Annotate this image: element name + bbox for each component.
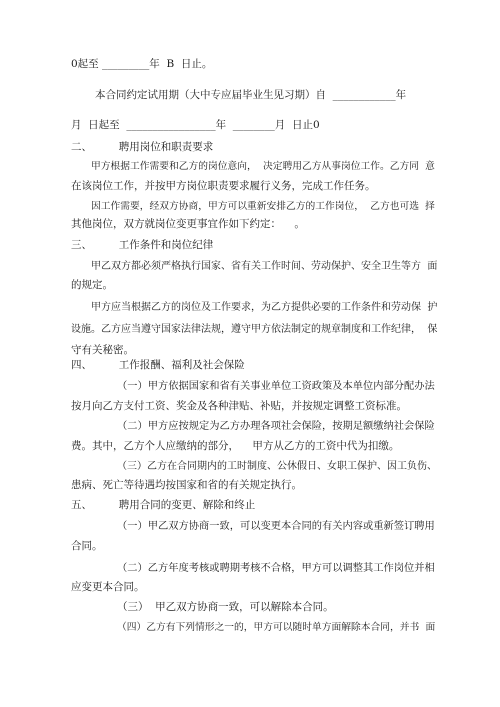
section-heading: 五、 聘用合同的变更、解除和终止 [71,499,256,511]
text-line: 按月向乙方支付工资、奖金及各种津贴、补贴，并按规定调整工资标准。 [71,400,407,412]
text-line: （一）甲乙双方协商一致，可以变更本合同的有关内容或重新签订聘用 [117,520,435,532]
text-line: （四）乙方有下列情形之一的，甲方可以随时单方面解除本合同，并书 面 [117,622,436,633]
text-line: 甲乙双方都必须严格执行国家、省有关工作时间、劳动保护、安全卫生等方 面 [91,261,438,272]
text-line: 患病、死亡等待遇均按国家和省的有关规定执行。 [71,479,302,491]
section-heading: 二、 聘用岗位和职责要求 [71,141,214,153]
text-line: 应变更本合同。 [71,581,145,593]
section-heading: 三、 工作条件和岗位纪律 [71,239,214,251]
text-line: 月 日起至 _________________年 ________月 日止0 [71,119,320,131]
text-line: 设施。乙方应当遵守国家法律法规，遵守甲方依法制定的规章制度和工作纪律， 保 [71,324,438,335]
text-line: 守有关秘密。 [71,344,134,356]
text-line: 甲方根据工作需要和乙方的岗位意向， 决定聘用乙方从事岗位工作。乙方同 意 [91,161,435,172]
text-line: 其他岗位，双方就岗位变更事宜作如下约定： 。 [71,218,305,230]
text-line: （三） 甲乙双方协商一致，可以解除本合同。 [117,601,334,613]
text-line: 本合同约定试用期（大中专应届毕业生见习期）自 ____________年 [95,89,407,101]
text-line: 甲方应当根据乙方的岗位及工作要求，为乙方提供必要的工作条件和劳动保 护 [91,302,438,313]
text-line: 费。其中，乙方个人应缴纳的部分， 甲方从乙方的工资中代为扣缴。 [71,440,400,452]
text-line: （二）乙方年度考核或聘期考核不合格，甲方可以调整其工作岗位并相 [117,562,435,574]
text-line: 在该岗位工作，并按甲方岗位职责要求履行义务，完成工作任务。 [71,180,376,192]
text-line: （三）乙方在合同期内的工时制度、公休假日、女职工保护、因工负伤、 [117,461,437,472]
text-line: 合同。 [71,540,103,552]
text-line: 0起至 _________年 B 日止。 [71,58,213,70]
section-heading: 四、 工作报酬、福利及社会保险 [71,359,245,371]
text-line: （二）甲方应按规定为乙方办理各项社会保险，按期足额缴纳社会保险 [117,420,435,432]
text-line: 的规定。 [71,279,113,291]
text-line: （一）甲方依据国家和省有关事业单位工资政策及本单位内部分配办法 [117,380,435,392]
text-line: 因工作需要，经双方协商，甲方可以重新安排乙方的工作岗位， 乙方也可选 择 [91,201,435,212]
